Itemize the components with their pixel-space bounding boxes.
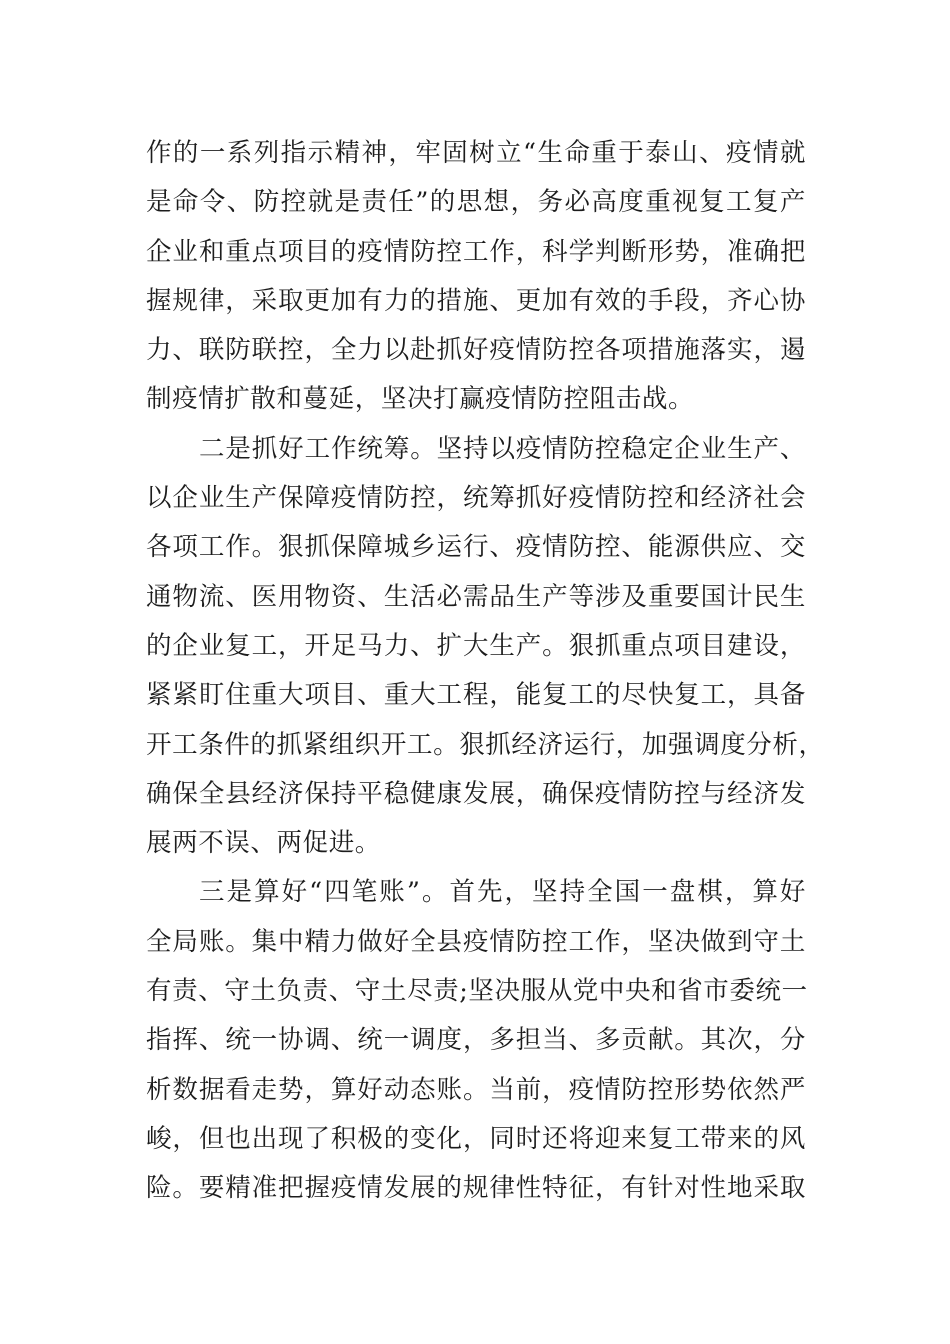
text-line: 的企业复工，开足马力、扩大生产。狠抓重点项目建设， <box>146 630 806 661</box>
text-line: 力、联防联控，全力以赴抓好疫情防控各项措施落实，遏 <box>146 335 806 366</box>
text-line: 展两不误、两促进。 <box>146 828 381 859</box>
text-line: 以企业生产保障疫情防控，统筹抓好疫情防控和经济社会 <box>146 483 806 514</box>
text-line: 制疫情扩散和蔓延，坚决打赢疫情防控阻击战。 <box>146 384 695 415</box>
paragraph-first-line: 三是算好“四笔账”。首先，坚持全国一盘棋，算好 <box>199 877 806 908</box>
text-line: 峻，但也出现了积极的变化，同时还将迎来复工带来的风 <box>146 1123 806 1154</box>
text-line: 作的一系列指示精神，牢固树立“生命重于泰山、疫情就 <box>146 138 806 168</box>
text-line: 指挥、统一协调、统一调度，多担当、多贡献。其次，分 <box>146 1025 806 1056</box>
text-line: 通物流、医用物资、生活必需品生产等涉及重要国计民生 <box>146 581 806 612</box>
text-line: 是命令、防控就是责任”的思想，务必高度重视复工复产 <box>146 187 806 218</box>
paragraph-first-line: 二是抓好工作统筹。坚持以疫情防控稳定企业生产、 <box>199 433 806 464</box>
text-line: 确保全县经济保持平稳健康发展，确保疫情防控与经济发 <box>146 778 806 809</box>
text-line: 企业和重点项目的疫情防控工作，科学判断形势，准确把 <box>146 236 806 267</box>
text-line: 全局账。集中精力做好全县疫情防控工作，坚决做到守土 <box>146 926 806 957</box>
text-line: 析数据看走势，算好动态账。当前，疫情防控形势依然严 <box>146 1074 806 1105</box>
document-body <box>146 129 825 1214</box>
text-line: 开工条件的抓紧组织开工。狠抓经济运行，加强调度分析， <box>146 729 825 760</box>
text-line: 各项工作。狠抓保障城乡运行、疫情防控、能源供应、交 <box>146 532 806 563</box>
text-line: 握规律，采取更加有力的措施、更加有效的手段，齐心协 <box>146 285 806 316</box>
text-line: 有责、守土负责、守土尽责;坚决服从党中央和省市委统一 <box>146 976 808 1007</box>
text-line: 紧紧盯住重大项目、重大工程，能复工的尽快复工，具备 <box>146 680 806 711</box>
text-line: 险。要精准把握疫情发展的规律性特征，有针对性地采取 <box>146 1173 806 1204</box>
